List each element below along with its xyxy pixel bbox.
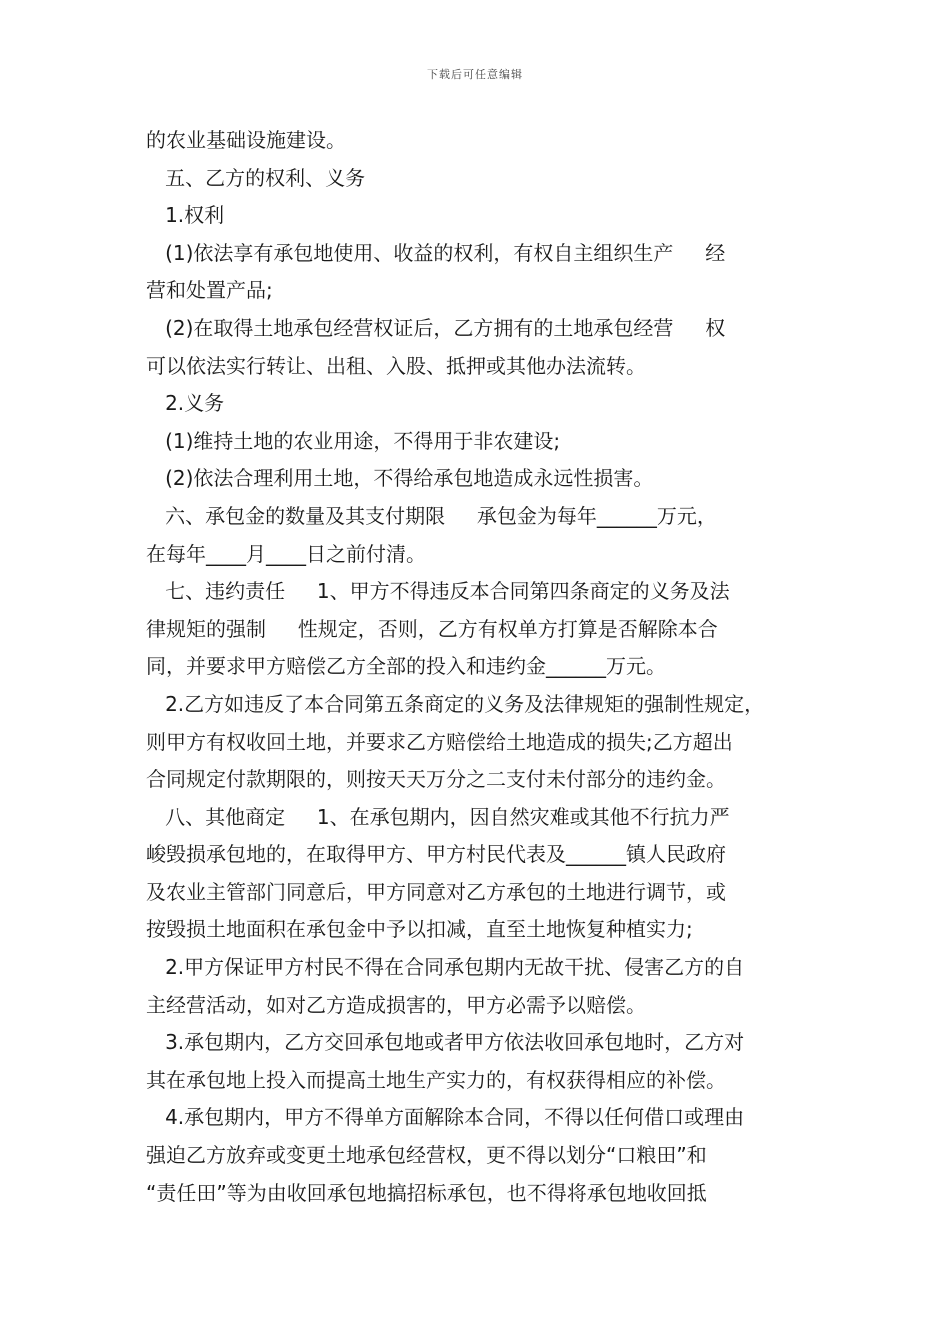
section-heading: 八、其他商定 1、在承包期内，因自然灾难或其他不行抗力严 <box>146 804 730 829</box>
text-line: (2)依法合理利用土地，不得给承包地造成永远性损害。 <box>146 466 654 491</box>
section-heading: 五、乙方的权利、义务 <box>146 165 366 190</box>
text-line: 可以依法实行转让、出租、入股、抵押或其他办法流转。 <box>146 353 646 378</box>
text-line: 合同规定付款期限的，则按天天万分之二支付未付部分的违约金。 <box>146 767 726 792</box>
page-header: 下载后可任意编辑 <box>427 68 523 81</box>
text-line: 及农业主管部门同意后，甲方同意对乙方承包的土地进行调节，或 <box>146 879 726 904</box>
subsection-heading: 2.义务 <box>146 391 225 416</box>
text-line: 按毁损土地面积在承包金中予以扣减，直至土地恢复种植实力; <box>146 917 693 942</box>
text-line: 则甲方有权收回土地，并要求乙方赔偿给土地造成的损失;乙方超出 <box>146 729 733 754</box>
text-line: (1)维持土地的农业用途，不得用于非农建设; <box>146 428 561 453</box>
text-line: 的农业基础设施建设。 <box>146 128 346 152</box>
text-line: 主经营活动，如对乙方造成损害的，甲方必需予以赔偿。 <box>146 992 646 1017</box>
document-body <box>146 122 810 1212</box>
section-heading: 七、违约责任 1、甲方不得违反本合同第四条商定的义务及法 <box>146 579 730 604</box>
text-line: 同，并要求甲方赔偿乙方全部的投入和违约金______万元。 <box>146 654 666 679</box>
text-line: 4.承包期内，甲方不得单方面解除本合同，不得以任何借口或理由 <box>146 1105 745 1130</box>
text-line: 在每年____月____日之前付清。 <box>146 541 426 566</box>
text-line: 其在承包地上投入而提高土地生产实力的，有权获得相应的补偿。 <box>146 1067 726 1092</box>
text-line: 峻毁损承包地的，在取得甲方、甲方村民代表及______镇人民政府 <box>146 842 726 867</box>
text-line: “责任田”等为由收回承包地搞招标承包，也不得将承包地收回抵 <box>146 1180 707 1205</box>
text-line: 强迫乙方放弃或变更土地承包经营权，更不得以划分“口粮田”和 <box>146 1143 707 1168</box>
text-line: 营和处置产品; <box>146 278 273 303</box>
text-line: 2.甲方保证甲方村民不得在合同承包期内无故干扰、侵害乙方的自 <box>146 955 745 980</box>
text-line: 律规矩的强制 性规定，否则，乙方有权单方打算是否解除本合 <box>146 616 718 641</box>
text-line: 2.乙方如违反了本合同第五条商定的义务及法律规矩的强制性规定， <box>146 691 765 716</box>
section-heading: 六、承包金的数量及其支付期限 承包金为每年______万元， <box>146 503 717 528</box>
text-line: (2)在取得土地承包经营权证后，乙方拥有的土地承包经营 权 <box>146 315 726 340</box>
text-line: 3.承包期内，乙方交回承包地或者甲方依法收回承包地时，乙方对 <box>146 1030 745 1055</box>
subsection-heading: 1.权利 <box>146 203 225 228</box>
text-line: (1)依法享有承包地使用、收益的权利，有权自主组织生产 经 <box>146 240 726 265</box>
